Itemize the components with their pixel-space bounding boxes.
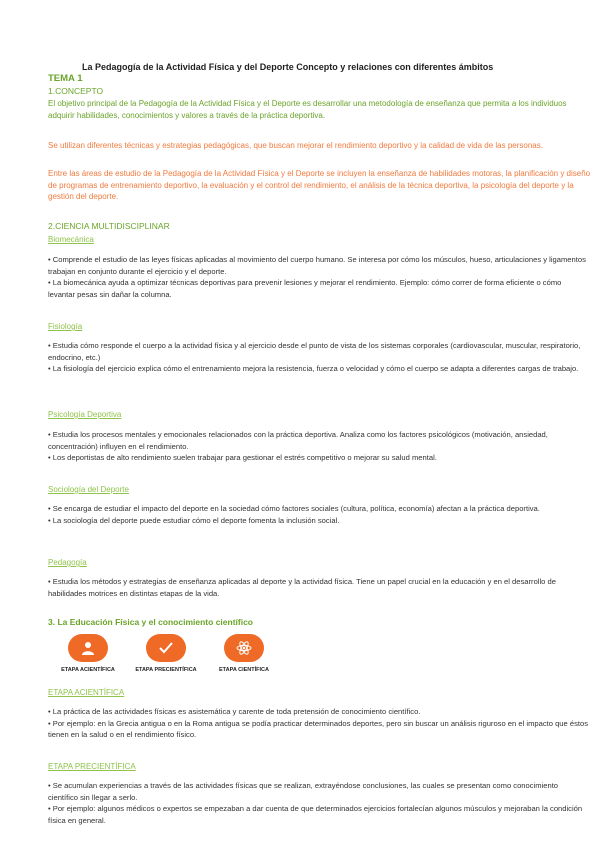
stage-precientifica xyxy=(126,630,206,685)
acientifica-subheading: ETAPA ACIENTÍFICA xyxy=(48,688,125,697)
document-title: La Pedagogía de la Actividad Física y del Deporte Concepto y relaciones con diferentes ámbitos xyxy=(82,62,494,72)
stage-cientifica-label: ETAPA CIENTÍFICA xyxy=(218,667,269,673)
areas-paragraph: Entre las áreas de estudio de la Pedagogía de la Actividad Física y el Deporte se incluyen la enseñanza de habilidades motoras, la planificación y diseño de programas de entrenamiento deportivo, la evaluación y el control del rendimiento, el análisis de la técnica deportiva, la psicología del deporte y la gestión del deporte. xyxy=(48,169,591,201)
pedagogia-point-1: • Estudia los métodos y estrategias de enseñanza aplicadas al deporte y la actividad física. Tiene un papel crucial en la educación y en el desarrollo de habilidades motrices en distintas etapas de la vida. xyxy=(48,577,556,598)
psicologia-point-2: • Los deportistas de alto rendimiento suelen trabajar para gestionar el estrés competitivo o mejorar su salud mental. xyxy=(48,453,437,463)
stage-cientifica xyxy=(204,630,284,685)
precientifica-point-2: • Por ejemplo: algunos médicos o expertos se empezaban a dar cuenta de que determinados ejercicios fortalecían algunos músculos y mejoraban la condición física en general. xyxy=(48,804,583,825)
stage-precientifica-badge xyxy=(146,634,186,662)
biomecanica-point-1: • Comprende el estudio de las leyes físicas aplicadas al movimiento del cuerpo humano. Se interesa por cómo los músculos, hueso, articulaciones y ligamentos trabajan en conjunto durante el ejercicio y el deporte. xyxy=(48,255,586,276)
psicologia-text xyxy=(48,429,588,464)
person-icon xyxy=(80,640,96,656)
tecnicas-paragraph: Se utilizan diferentes técnicas y estrategias pedagógicas, que buscan mejorar el rendimiento deportivo y la calidad de vida de las personas. xyxy=(48,141,543,150)
biomecanica-subheading: Biomecánica xyxy=(48,235,94,244)
stages-diagram xyxy=(48,630,298,685)
sociologia-text xyxy=(48,503,588,526)
atom-icon xyxy=(236,640,252,656)
checkmark-icon xyxy=(158,640,174,656)
fisiologia-text xyxy=(48,340,588,375)
psicologia-subheading: Psicología Deportiva xyxy=(48,410,122,419)
acientifica-text xyxy=(48,706,588,741)
concepto-paragraph: El objetivo principal de la Pedagogía de la Actividad Física y el Deporte es desarrollar una metodología de enseñanza que permita a los individuos adquirir habilidades, conocimientos y valores a través de la práctica deportiva. xyxy=(48,99,567,120)
acientifica-point-2: • Por ejemplo: en la Grecia antigua o en la Roma antigua se podía practicar determinados deportes, pero sin buscar un análisis riguroso en el impacto que éstos tienen en la salud o en el rendimiento físico. xyxy=(48,718,589,740)
stage-acientifica-label: ETAPA ACIENTÍFICA xyxy=(61,667,115,673)
biomecanica-point-2: • La biomecánica ayuda a optimizar técnicas deportivas para prevenir lesiones y mejorar el rendimiento. Ejemplo: cómo correr de forma eficiente o cómo levantar pesas sin dañar la columna. xyxy=(48,278,562,299)
concepto-heading: 1.CONCEPTO xyxy=(48,86,104,96)
fisiologia-point-2: • La fisiología del ejercicio explica cómo el entrenamiento mejora la resistencia, fuerza o velocidad y cómo el cuerpo se adapta a diferentes cargas de trabajo. xyxy=(48,364,579,374)
pedagogia-subheading: Pedagogía xyxy=(48,558,87,567)
pedagogia-text xyxy=(48,576,588,599)
educacion-fisica-heading: 3. La Educación Física y el conocimiento científico xyxy=(48,617,254,627)
sociologia-subheading: Sociología del Deporte xyxy=(48,485,129,494)
stage-cientifica-badge xyxy=(224,634,264,662)
stage-precientifica-label: ETAPA PRECIENTÍFICA xyxy=(135,667,197,673)
multidisciplinar-heading: 2.CIENCIA MULTIDISCIPLINAR xyxy=(48,221,170,231)
sociologia-point-2: • La sociología del deporte puede estudiar cómo el deporte fomenta la inclusión social. xyxy=(48,515,340,525)
sociologia-point-1: • Se encarga de estudiar el impacto del deporte en la sociedad cómo factores sociales (cultura, política, economía) afectan a la práctica deportiva. xyxy=(48,504,540,513)
precientifica-text xyxy=(48,780,588,826)
precientifica-subheading: ETAPA PRECIENTÍFICA xyxy=(48,762,136,771)
fisiologia-subheading: Fisiología xyxy=(48,322,83,331)
biomecanica-text xyxy=(48,254,588,300)
precientifica-point-1: • Se acumulan experiencias a través de las actividades físicas que se realizan, extrayéndose conclusiones, las cuales se presentan como conocimiento científico sin llegar a serlo. xyxy=(48,781,559,802)
psicologia-point-1: • Estudia los procesos mentales y emocionales relacionados con la práctica deportiva. Analiza como los factores psicológicos (motivación, ansiedad, concentración) influyen en el rendimiento. xyxy=(48,430,548,451)
stage-acientifica-badge xyxy=(68,634,108,662)
acientifica-point-1: • La práctica de las actividades físicas es asistemática y carente de toda pretensión de conocimiento científico. xyxy=(48,707,421,716)
tema-heading: TEMA 1 xyxy=(48,73,83,84)
fisiologia-point-1: • Estudia cómo responde el cuerpo a la actividad física y al ejercicio desde el punto de vista de los sistemas corporales (cardiovascular, muscular, respiratorio, endocrino, etc.) xyxy=(48,341,581,362)
stage-acientifica xyxy=(48,630,128,685)
